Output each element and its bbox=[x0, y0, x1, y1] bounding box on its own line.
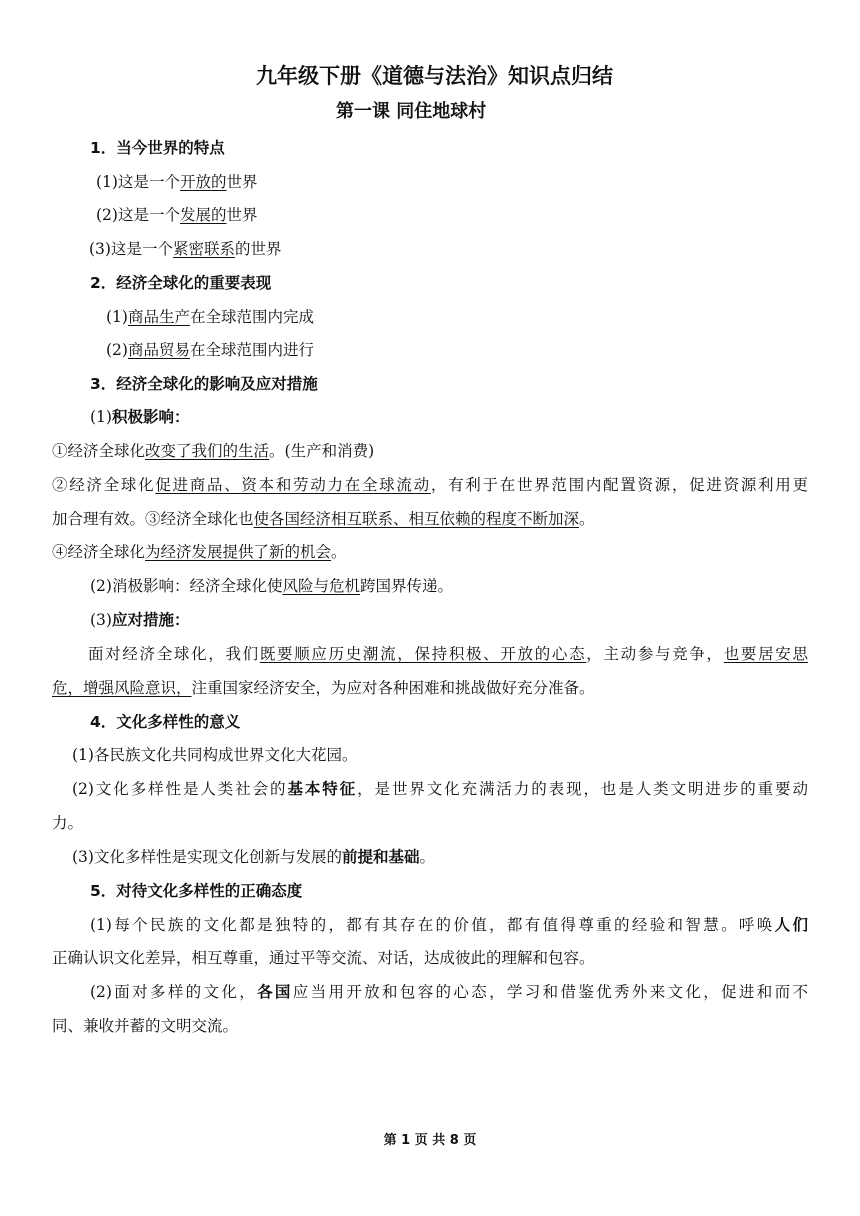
s4-item-1: (1)各民族文化共同构成世界文化大花园。 bbox=[72, 746, 358, 764]
page-footer: 第 1 页 共 8 页 bbox=[383, 1133, 477, 1148]
s1-item-3: (3)这是一个紧密联系的世界 bbox=[89, 240, 282, 258]
section-5-heading: 5．对待文化多样性的正确态度 bbox=[90, 882, 303, 900]
page-title: 九年级下册《道德与法治》知识点归结 bbox=[256, 64, 613, 88]
s2-item-1: (1)商品生产在全球范围内完成 bbox=[106, 308, 314, 326]
s4-item-3: (3)文化多样性是实现文化创新与发展的前提和基础。 bbox=[72, 848, 435, 866]
s3-positive-1: ①经济全球化改变了我们的生活。(生产和消费) bbox=[52, 442, 375, 460]
s5-item-2-cont: 同、兼收并蓄的文明交流。 bbox=[52, 1017, 239, 1035]
s5-item-1-cont: 正确认识文化差异，相互尊重，通过平等交流、对话，达成彼此的理解和包容。 bbox=[52, 949, 595, 967]
s4-item-2: (2)文化多样性是人类社会的基本特征，是世界文化充满活力的表现，也是人类文明进步的重要动 bbox=[72, 780, 808, 798]
s5-item-1: (1)每个民族的文化都是独特的，都有其存在的价值，都有值得尊重的经验和智慧。呼唤人们 bbox=[90, 916, 808, 934]
s3-positive-2: ②经济全球化促进商品、资本和劳动力在全球流动，有利于在世界范围内配置资源，促进资源利用更 bbox=[52, 476, 808, 494]
s2-item-2: (2)商品贸易在全球范围内进行 bbox=[106, 341, 314, 359]
s4-item-2-cont: 力。 bbox=[52, 814, 84, 832]
s3-response-2: 危，增强风险意识，注重国家经济安全，为应对各种困难和挑战做好充分准备。 bbox=[52, 679, 595, 697]
s3-response-label: (3)应对措施： bbox=[90, 611, 190, 629]
s3-positive-2-cont: 加合理有效。③经济全球化也使各国经济相互联系、相互依赖的程度不断加深。 bbox=[52, 510, 595, 528]
s3-positive-label: (1)积极影响： bbox=[90, 408, 190, 426]
s1-item-2: (2)这是一个发展的世界 bbox=[96, 206, 258, 224]
s3-positive-4: ④经济全球化为经济发展提供了新的机会。 bbox=[52, 543, 347, 561]
s5-item-2: (2)面对多样的文化，各国应当用开放和包容的心态，学习和借鉴优秀外来文化，促进和而不 bbox=[90, 983, 808, 1001]
s1-item-1: (1)这是一个开放的世界 bbox=[96, 173, 258, 191]
s3-response-1: 面对经济全球化，我们既要顺应历史潮流，保持积极、开放的心态，主动参与竞争，也要居安思 bbox=[88, 645, 808, 663]
section-3-heading: 3．经济全球化的影响及应对措施 bbox=[90, 375, 318, 393]
section-1-heading: 1．当今世界的特点 bbox=[90, 139, 225, 157]
s3-negative: (2)消极影响：经济全球化使风险与危机跨国界传递。 bbox=[90, 577, 453, 595]
section-2-heading: 2．经济全球化的重要表现 bbox=[90, 274, 272, 292]
section-4-heading: 4．文化多样性的意义 bbox=[90, 713, 241, 731]
lesson-title: 第一课 同住地球村 bbox=[336, 101, 487, 122]
